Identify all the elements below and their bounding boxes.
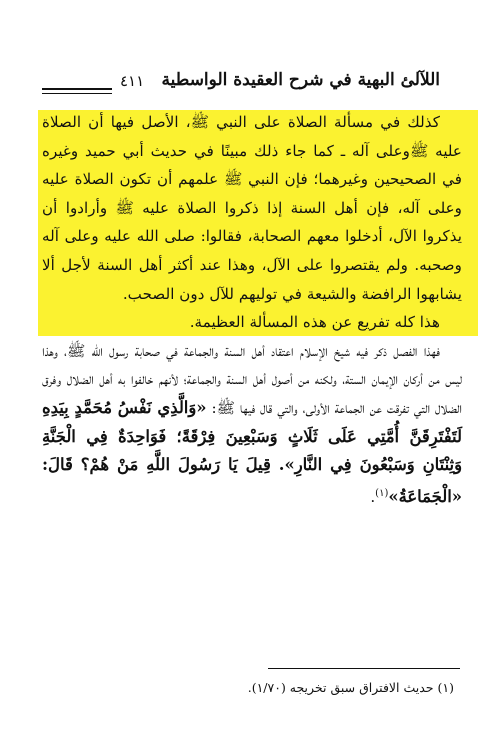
header-rule-thin	[42, 93, 112, 94]
page-number: ٤١١	[120, 72, 145, 90]
header-rule-thick	[42, 88, 112, 90]
paragraph-summary: هذا كله تفريع عن هذه المسألة العظيمة.	[189, 313, 440, 332]
page-header	[40, 66, 450, 96]
hadith-quote: «وَالَّذِي نَفْسُ مُحَمَّدٍ بِيَدِهِ لَتَفْتَرِقَنَّ أُمَّتِي عَلَى ثَلَاثٍ وَسَبْعِينَ فِرْقَةً؛ فَوَاحِدَةٌ فِي الْجَنَّةِ وَثِنْتَانِ وَسَبْعُونَ فِي النَّارِ». قِيلَ يَا رَسُولَ اللَّهِ مَنْ هُمْ؟ قَالَ: «الْجَمَاعَةُ»	[42, 397, 462, 506]
main-text	[42, 108, 462, 511]
sentence-end-mark: .	[370, 487, 376, 506]
running-title: اللآلئ البهية في شرح العقيدة الواسطية	[161, 70, 440, 90]
footnote-reference: (١)	[375, 487, 389, 499]
footnote: (١) حديث الافتراق سبق تخريجه (١/٧٠).	[247, 680, 454, 695]
chapter-intro-text: فهذا الفصل ذكر فيه شيخ الإسلام اعتقاد أهل السنة والجماعة في صحابة رسول الله ﷺ، وهذا ليس من أركان الإيمان الستة، ولكنه من أصول أهل السنة والجماعة؛ لأنهم خالفوا به أهل الضلال وفرق الضلال التي تفرقت عن الجماعة الأولى، والتي قال فيها ﷺ:	[42, 341, 462, 417]
paragraph-highlighted: كذلك في مسألة الصلاة على النبي ﷺ، الأصل فيها أن الصلاة عليه ﷺوعلى آله ـ كما جاء ذلك مبينًا في حديث أبي حميد وغيره في الصحيحين وغيرهما؛ فإن النبي ﷺ علمهم أن تكون الصلاة عليه وعلى آله، فإن أهل السنة إذا ذكروا الصلاة عليه ﷺ وأرادوا أن يذكروا الآل، أدخلوا معهم الصحابة، فقالوا: صلى الله عليه وعلى آله وصحبه. ولم يقتصروا على الآل، وهذا عند أكثر أهل السنة لأجل ألا يشابهوا الرافضة والشيعة في توليهم للآل دون الصحب.	[42, 113, 462, 303]
paragraph-chapter-intro	[42, 337, 462, 512]
footnote-separator	[268, 668, 460, 669]
